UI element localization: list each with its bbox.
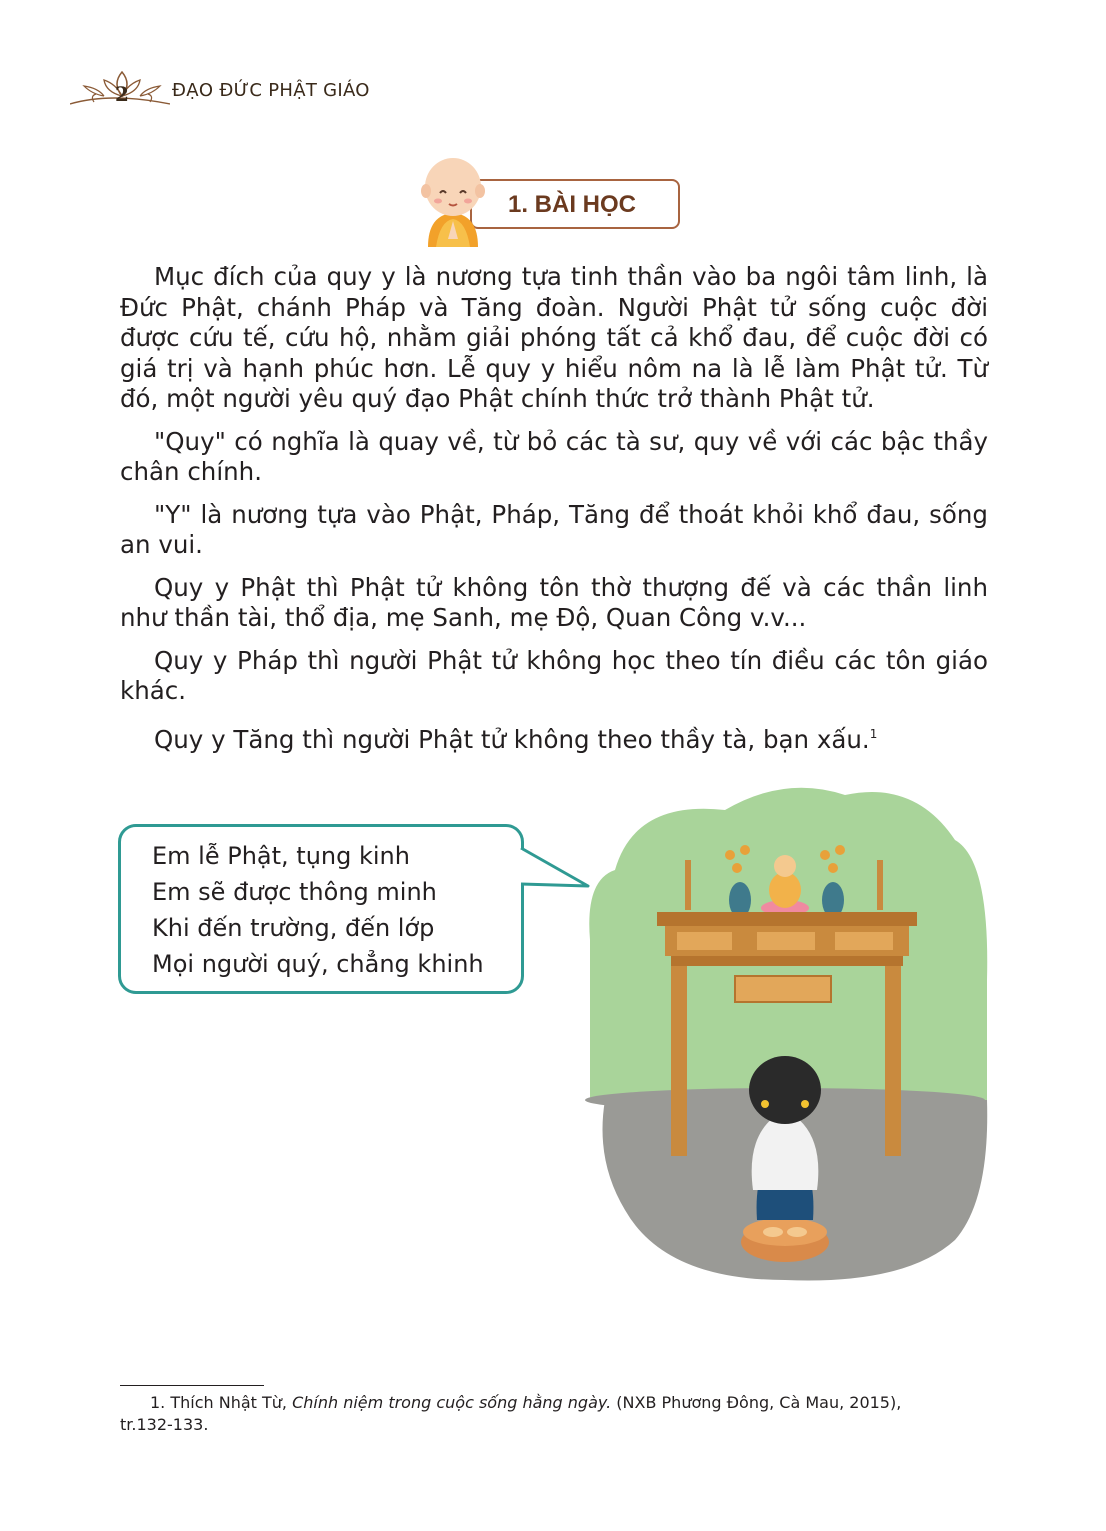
speech-bubble-text [152,838,484,982]
poem-line: Khi đến trường, đến lớp [152,914,435,942]
paragraph: "Quy" có nghĩa là quay về, từ bỏ các tà sư, quy về với các bậc thầy chân chính. [120,426,988,486]
footnote-divider [120,1385,264,1386]
paragraph: Quy y Pháp thì người Phật tử không học theo tín điều các tôn giáo khác. [120,645,988,705]
altar-illustration [585,780,990,1290]
page-number: 2 [115,82,129,106]
paragraph: Quy y Phật thì Phật tử không tôn thờ thượng đế và các thần linh như thần tài, thổ địa, mẹ Sanh, mẹ Độ, Quan Công v.v... [120,572,988,632]
speech-bubble-tail [500,840,592,900]
monk-mascot [418,155,488,247]
paragraph: "Y" là nương tựa vào Phật, Pháp, Tăng để thoát khỏi khổ đau, sống an vui. [120,499,988,559]
book-title: ĐẠO ĐỨC PHẬT GIÁO [172,80,370,101]
section-title: 1. BÀI HỌC [508,191,637,218]
footnote [120,1392,988,1436]
footnote-pages: tr.132-133. [120,1415,209,1434]
section-title-box [470,179,680,229]
paragraph-with-footnote [120,719,988,756]
footnote-reference: 1 [869,726,878,741]
lesson-body [120,262,988,767]
poem-line: Em sẽ được thông minh [152,878,437,906]
footnote-publication: (NXB Phương Đông, Cà Mau, 2015), [611,1393,902,1412]
footnote-author: 1. Thích Nhật Từ, [150,1393,293,1412]
page-header [70,62,390,112]
poem-line: Em lễ Phật, tụng kinh [152,842,410,870]
footnote-book-title: Chính niệm trong cuộc sống hằng ngày. [292,1393,612,1412]
paragraph-text: Quy y Tăng thì người Phật tử không theo thầy tà, bạn xấu. [154,724,870,754]
poem-line: Mọi người quý, chẳng khinh [152,950,484,978]
paragraph: Mục đích của quy y là nương tựa tinh thần vào ba ngôi tâm linh, là Đức Phật, chánh Pháp và Tăng đoàn. Người Phật tử sống cuộc đời được cứu tế, cứu hộ, nhằm giải phóng tất cả khổ đau, để cuộc đời có giá trị và hạnh phúc hơn. Lễ quy y hiểu nôm na là lễ làm Phật tử. Từ đó, một người yêu quý đạo Phật chính thức trở thành Phật tử. [120,262,988,413]
